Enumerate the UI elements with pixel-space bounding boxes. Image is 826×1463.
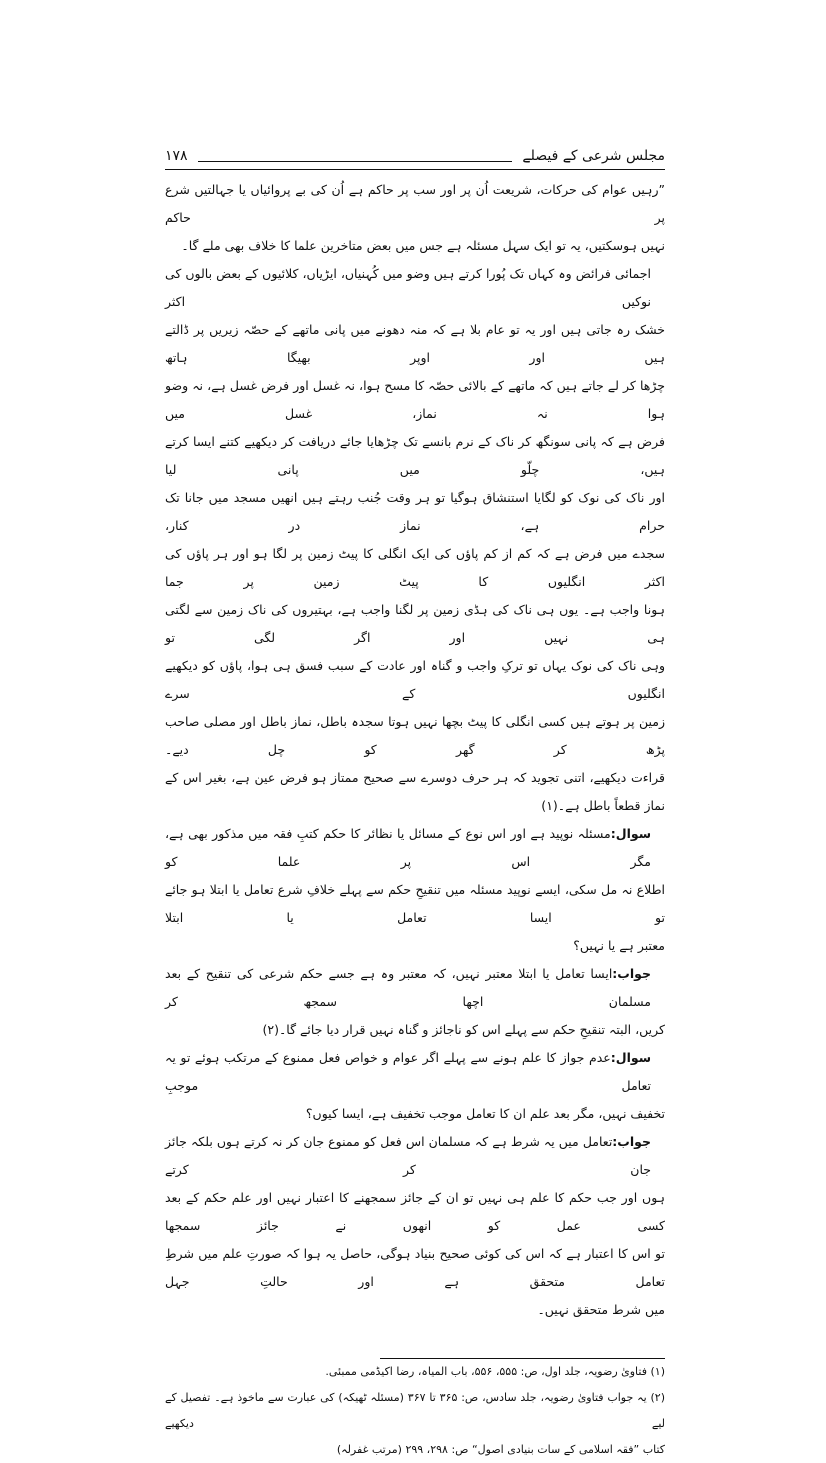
question-line <box>165 1044 665 1100</box>
text-line: زمین پر ہوتے ہیں کسی انگلی کا پیٹ بچھا نہیں ہوتا سجدہ باطل، نماز باطل اور مصلی صاحب پڑھ کر گھر کو چل دیے۔ <box>165 714 665 757</box>
header-divider <box>198 161 513 162</box>
footnote-2-continued: کتاب ”فقہ اسلامی کے سات بنیادی اصول“ ص: ۲۹۸، ۲۹۹ (مرتب غفرلہ) <box>336 1443 665 1456</box>
text-line: اور ناک کی نوک کو لگایا استنشاق ہوگیا تو ہر وقت جُنب رہتے ہیں انھیں مسجد میں جانا تک حرام ہے، نماز در کنار، <box>165 490 665 533</box>
text-line: ”رہیں عوام کی حرکات، شریعت اُن پر اور سب پر حاکم ہے اُن کی بے پروائیاں یا جہالتیں شرع پر حاکم <box>165 182 665 225</box>
text-line: چڑھا کر لے جاتے ہیں کہ ماتھے کے بالائی حصّہ کا مسح ہوا، نہ غسل اور فرض غسل ہے، نہ وضو ہوا نہ نماز، غسل میں <box>165 378 665 421</box>
page <box>165 0 665 1463</box>
book-title: مجلس شرعی کے فیصلے <box>522 148 665 164</box>
text-line: ہونا واجب ہے۔ یوں ہی ناک کی ہڈی زمین پر لگنا واجب ہے، بہتیروں کی ناک زمین سے لگتی ہی نہیں اور اگر لگی تو <box>165 602 665 645</box>
text-line: اجمائی فرائض وہ کہاں تک پُورا کرتے ہیں وضو میں کُہنیاں، ایڑیاں، کلائیوں کے بعض بالوں کی نوکیں اکثر <box>165 266 651 309</box>
answer-text: ایسا تعامل یا ابتلا معتبر نہیں، کہ معتبر وہ ہے جسے حکم شرعی کی تنقیح کے بعد مسلمان اچھا سمجھ کر <box>165 966 651 1009</box>
question-line <box>165 820 665 876</box>
question-label: سوال: <box>610 826 651 841</box>
answer-label: جواب: <box>612 966 651 981</box>
footnote-1: (۱) فتاویٰ رضویہ، جلد اول، ص: ۵۵۵، ۵۵۶، باب المیاہ، رضا اکیڈمی ممبئی. <box>325 1365 665 1378</box>
text-line: نہیں ہوسکتیں، یہ تو ایک سہل مسئلہ ہے جس میں بعض متاخرین علما کا خلاف بھی ملے گا۔ <box>181 238 665 253</box>
text-line: معتبر ہے یا نہیں؟ <box>573 938 665 953</box>
text-line: کریں، البتہ تنقیحِ حکم سے پہلے اس کو ناجائز و گناہ نہیں قرار دیا جائے گا۔(۲) <box>262 1022 665 1037</box>
answer-label: جواب: <box>612 1134 651 1149</box>
text-line: تخفیف نہیں، مگر بعد علم ان کا تعامل موجب تخفیف ہے، ایسا کیوں؟ <box>305 1106 665 1121</box>
text-line: قراءت دیکھیے، اتنی تجوید کہ ہر حرف دوسرے سے صحیح ممتاز ہو فرض عین ہے، بغیر اس کے نماز قطعاً باطل ہے۔(۱) <box>165 770 665 813</box>
answer-line <box>165 1128 665 1184</box>
header-row <box>165 146 665 166</box>
answer-text: تعامل میں یہ شرط ہے کہ مسلمان اس فعل کو ممنوع جان کر نہ کرتے ہوں بلکہ جائز جان کر کرتے <box>165 1134 651 1177</box>
text-line: ہوں اور جب حکم کا علم ہی نہیں تو ان کے جائز سمجھنے کا اعتبار نہیں اور علم حکم کے بعد کسی عمل کو انھوں نے جائز سمجھا <box>165 1190 665 1233</box>
text-line: اطلاع نہ مل سکی، ایسے نوپید مسئلہ میں تنقیحِ حکم سے پہلے خلافِ شرع تعامل یا ابتلا ہو جائے تو ایسا تعامل یا ابتلا <box>165 882 665 925</box>
text-line: وہی ناک کی نوک یہاں تو ترکِ واجب و گناہ اور عادت کے سبب فسق ہی ہوا، پاؤں کو دیکھیے انگلیوں کے سرے <box>165 658 665 701</box>
body-text <box>165 176 665 1324</box>
answer-line <box>165 960 665 1016</box>
text-line: تو اس کا اعتبار ہے کہ اس کی کوئی صحیح بنیاد ہوگی، حاصل یہ ہوا کہ صورتِ علم میں شرطِ تعامل متحقق ہے اور حالتِ جہل <box>165 1246 665 1289</box>
question-text: عدم جواز کا علم ہونے سے پہلے اگر عوام و خواص فعل ممنوع کے مرتکب ہوئے تو یہ تعامل موجبِ <box>165 1050 651 1093</box>
text-line: میں شرط متحقق نہیں۔ <box>537 1302 665 1317</box>
page-number: ۱۷۸ <box>165 148 188 164</box>
footnote-2: (۲) یہ جواب فتاویٰ رضویہ، جلد سادس، ص: ۳۶۵ تا ۳۶۷ (مسئلہ ٹھیکہ) کی عبارت سے ماخوذ ہے۔ تفصیل کے لیے دیکھیے <box>165 1391 666 1430</box>
header-underline <box>165 169 665 170</box>
footnotes <box>165 1358 665 1463</box>
text-line: سجدے میں فرض ہے کہ کم از کم پاؤں کی ایک انگلی کا پیٹ زمین پر لگا ہو اور ہر پاؤں کی اکثر انگلیوں کا پیٹ زمین پر جما <box>165 546 665 589</box>
text-line: خشک رہ جاتی ہیں اور یہ تو عام بلا ہے کہ منہ دھونے میں پانی ماتھے کے حصّہ زیریں پر ڈالتے ہیں اور اوپر بھیگا ہاتھ <box>165 322 665 365</box>
running-header <box>165 146 665 170</box>
text-line: فرض ہے کہ پانی سونگھ کر ناک کے نرم بانسے تک چڑھایا جائے دریافت کر دیکھیے کتنے ایسا کرتے ہیں، چلّو میں پانی لیا <box>165 434 665 477</box>
question-text: مسئلہ نوپید ہے اور اس نوع کے مسائل یا نظائر کا حکم کتبِ فقہ میں مذکور بھی ہے، مگر اس پر علما کو <box>165 826 651 869</box>
question-label: سوال: <box>610 1050 651 1065</box>
